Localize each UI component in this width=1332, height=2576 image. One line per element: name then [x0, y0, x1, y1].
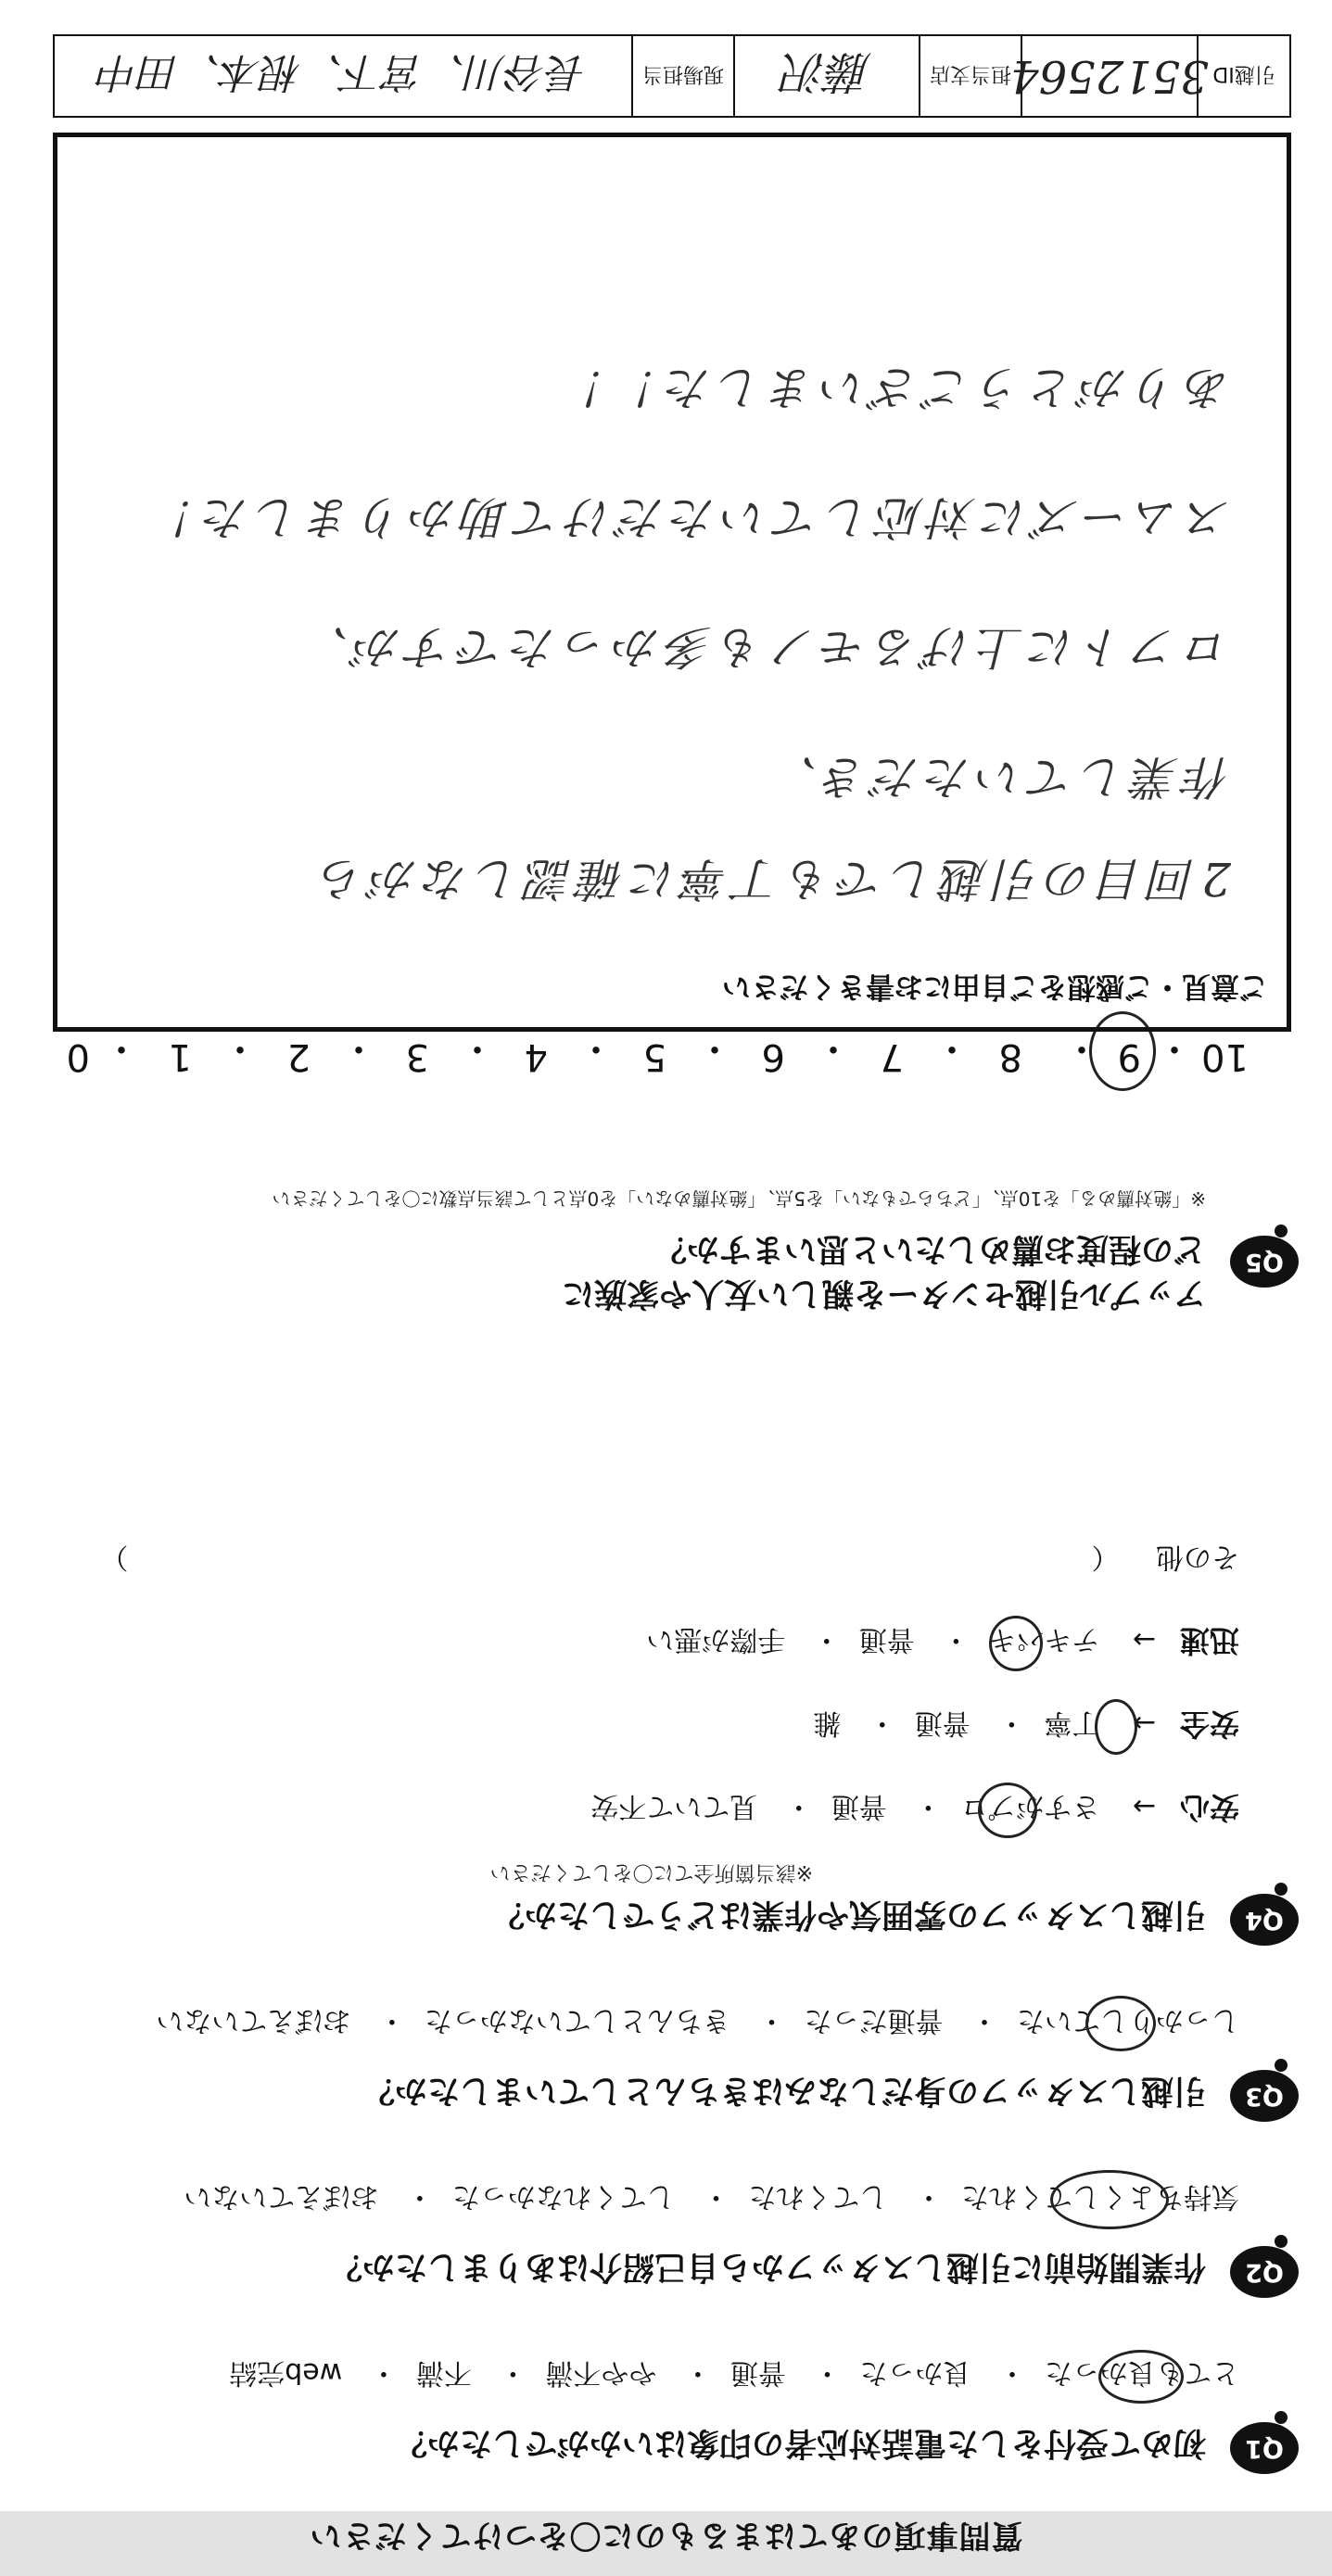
q4-option[interactable]: 雑 [813, 1707, 842, 1739]
q5-scale-point[interactable]: 4 [524, 1035, 548, 1078]
q5-note: ※「絶対薦める」を10点、「どちらでもない」を5点、「絶対薦めない」を0点として該当点数に〇をしてください [272, 1187, 1206, 1210]
q4-option[interactable]: 普通 [858, 1623, 915, 1656]
q4-relief-circle [978, 1783, 1037, 1838]
q2-option[interactable]: 気持ちよくしてくれた [961, 2180, 1239, 2213]
q5-question-line2: どの程度お薦めしたいと思いますか？ [653, 1230, 1206, 1267]
q3-selection-circle [1085, 1996, 1156, 2051]
q5-badge: Q5 [1230, 1236, 1299, 1288]
q4-option[interactable]: テキパキ [988, 1623, 1100, 1656]
staff-value: 長谷川、宮下、根本、田中 [98, 48, 588, 95]
q5-scale-point[interactable]: 3 [405, 1035, 429, 1078]
q3-option[interactable]: おぼえていない [156, 2004, 351, 2037]
q5-question-line1: アップル引越センターを親しい友人や家族に [562, 1275, 1206, 1312]
q4-other [53, 1540, 1239, 1580]
q5-question [562, 1226, 1206, 1315]
q3-question: 引越しスタッフの身だしなみはきちんとしていましたか？ [362, 2072, 1206, 2109]
q4-option[interactable]: 普通 [831, 1790, 887, 1822]
q4-row-label: 安全 [1179, 1707, 1239, 1742]
q5-scale-point[interactable]: 9 [1117, 1035, 1141, 1078]
q2-options: 気持ちよくしてくれた・ してくれた・ してくれなかった・ おぼえていない [184, 2179, 1239, 2220]
q1-question: 初めて受付をした電話対応者の印象はいかがでしたか？ [394, 2424, 1206, 2461]
q5-scale-point[interactable]: 0 [66, 1035, 90, 1078]
move-id-value: 3512564 [1021, 36, 1197, 116]
q4-row-safety: 安全→ 丁寧・ 普通・ 雑 [813, 1705, 1239, 1747]
q4-row-relief: 安心→ さすがプロ・ 普通・ 見ていて不安 [590, 1788, 1239, 1831]
q3-option[interactable]: しっかりしていた [1017, 2004, 1239, 2037]
comment-line: 2回目の引越しでも丁寧に確認しながら [313, 852, 1231, 906]
q4-row-label: 安心 [1179, 1790, 1239, 1825]
q5-scale-point[interactable]: 10 [1201, 1035, 1249, 1078]
staff-table [53, 34, 1291, 118]
q4-safety-circle [1095, 1699, 1137, 1755]
move-id-label: 引越ID [1197, 36, 1289, 116]
q1-option[interactable]: とても良かった [1045, 2356, 1239, 2389]
instruction-text: 質問事項のあてはまるものに〇をつけてください [309, 2517, 1023, 2554]
q3-options: しっかりしていた・ 普通だった・ きちんとしていなかった・ おぼえていない [156, 2003, 1239, 2044]
q4-option[interactable]: 見ていて不安 [590, 1790, 758, 1822]
q3-option[interactable]: 普通だった [804, 2004, 944, 2037]
q1-option[interactable]: web完結 [229, 2356, 343, 2389]
q4-other-open: （ [1091, 1541, 1120, 1573]
q1-options: とても良かった・ 良かった・ 普通・ やや不満・ 不満・ web完結 [229, 2355, 1239, 2396]
q2-question: 作業開始前に引越しスタッフから自己紹介はありましたか？ [329, 2248, 1206, 2285]
q3-option[interactable]: きちんとしていなかった [424, 2004, 730, 2037]
q1-selection-circle [1098, 2350, 1184, 2404]
q4-other-label: その他 [1156, 1541, 1239, 1573]
q4-note: ※該当箇所全てに〇をしてください [489, 1860, 813, 1884]
q5-scale-point[interactable]: 6 [761, 1035, 785, 1078]
q4-option[interactable]: 普通 [914, 1707, 970, 1739]
q4-speed-circle [989, 1616, 1043, 1671]
q2-selection-circle [1050, 2170, 1169, 2229]
q2-badge: Q2 [1230, 2246, 1299, 2298]
q1-option[interactable]: 良かった [859, 2356, 971, 2389]
q4-row-label: 迅速 [1179, 1623, 1239, 1658]
q5-scale-point[interactable]: 7 [880, 1035, 904, 1078]
q4-other-close: ） [100, 1541, 129, 1573]
q1-badge: Q1 [1230, 2422, 1299, 2474]
q4-question: 引越しスタッフの雰囲気や作業はどうでしたか？ [491, 1896, 1206, 1933]
q5-scale-point[interactable]: 5 [642, 1035, 666, 1078]
branch-label: 担当支店 [919, 36, 1021, 116]
q5-scale-point[interactable]: 1 [168, 1035, 192, 1078]
q5-scale-point[interactable]: 8 [998, 1035, 1022, 1078]
q2-option[interactable]: してくれた [748, 2180, 888, 2213]
instruction-banner [0, 2511, 1332, 2576]
q4-option[interactable]: さすがプロ [960, 1790, 1100, 1822]
q4-badge: Q4 [1230, 1894, 1299, 1946]
comment-title: ご意見・ご感想をご自由にお書きください [722, 970, 1268, 1003]
comment-line: ロフトに上げるモノも多かったですが、 [297, 620, 1231, 674]
q1-option[interactable]: 不満 [415, 2356, 472, 2389]
comment-line: ありがとうございました！！ [556, 361, 1231, 414]
q1-option[interactable]: やや不満 [545, 2356, 657, 2389]
q2-option[interactable]: してくれなかった [451, 2180, 675, 2213]
q3-badge: Q3 [1230, 2070, 1299, 2122]
q1-option[interactable]: 普通 [729, 2356, 786, 2389]
comment-line: 作業していただき、 [766, 750, 1231, 804]
comment-box[interactable] [53, 133, 1291, 1032]
q4-other-field[interactable] [137, 1548, 1083, 1549]
q2-option[interactable]: おぼえていない [184, 2180, 379, 2213]
branch-value: 藤沢 [733, 36, 919, 116]
q4-option[interactable]: 丁寧 [1044, 1707, 1100, 1739]
comment-line: スムーズに対応していただけて助かりました！ [146, 490, 1231, 544]
q4-option[interactable]: 手際が悪い [646, 1623, 786, 1656]
staff-label: 現場担当 [631, 36, 733, 116]
q5-scale: 10 ・ 9 ・ 8 ・ 7 ・ 6 ・ 5 ・ 4 ・ 3 ・ 2 ・ 1 ・ 0 [62, 1022, 1249, 1078]
q4-row-speed: 迅速→ テキパキ・ 普通・ 手際が悪い [646, 1621, 1239, 1664]
q5-scale-point[interactable]: 2 [286, 1035, 311, 1078]
